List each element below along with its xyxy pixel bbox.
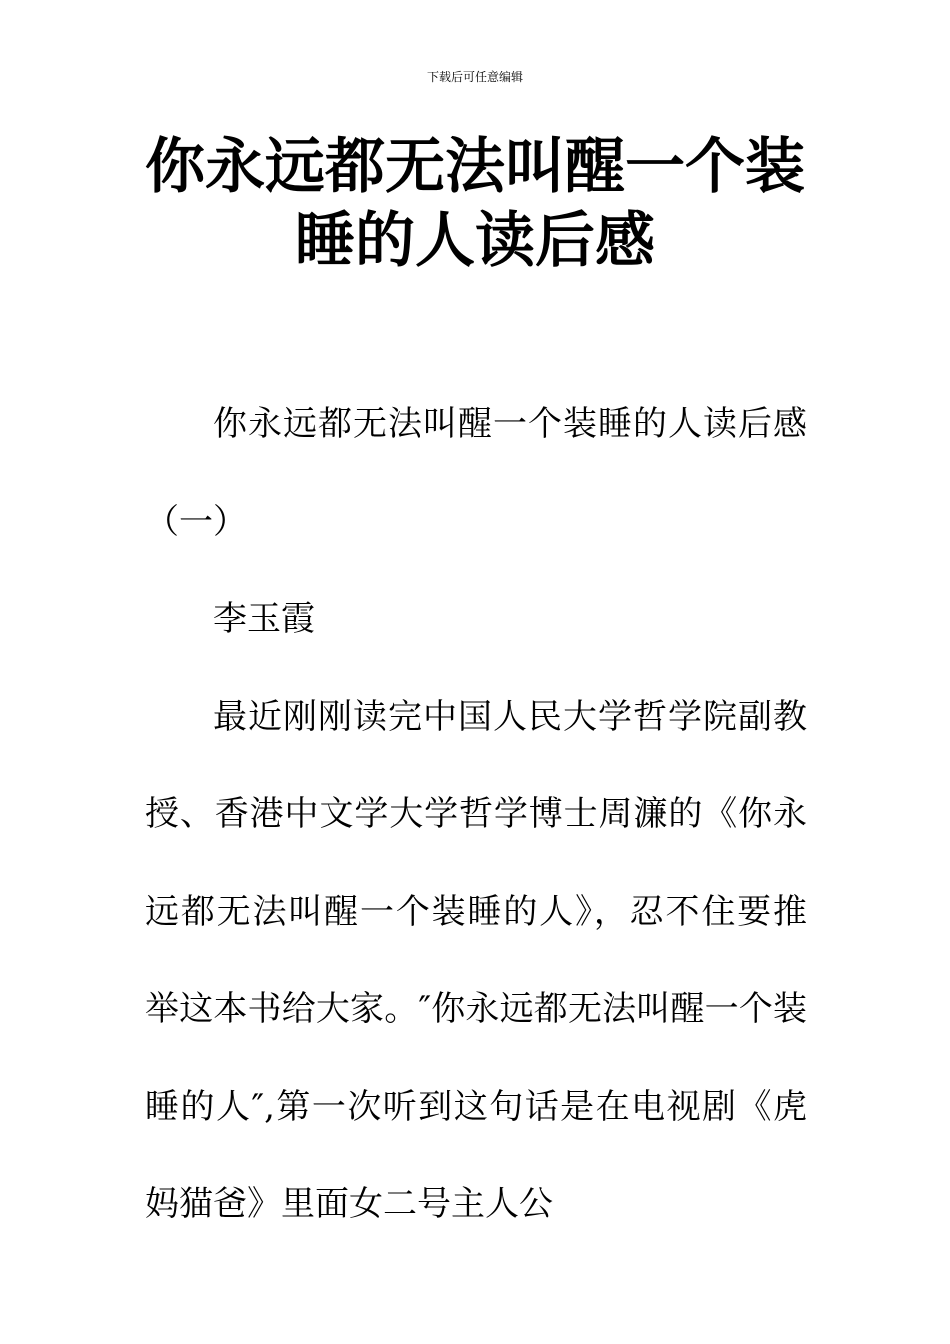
subtitle-paragraph: 你永远都无法叫醒一个装睡的人读后感（一）	[145, 404, 807, 542]
body-paragraph: 最近刚刚读完中国人民大学哲学院副教授、香港中文学大学哲学博士周濂的《你永远都无法叫醒一个装睡的人》，忍不住要推举这本书给大家。″你永远都无法叫醒一个装睡的人″,第一次听到这句话是在电视剧《虎妈猫爸》里面女二号主人公	[145, 696, 807, 1224]
document-body	[145, 376, 807, 1254]
header-note: 下载后可任意编辑	[426, 70, 523, 84]
document-title: 你永远都无法叫醒一个装睡的人读后感	[145, 132, 805, 276]
author-paragraph: 李玉霞	[213, 599, 315, 639]
